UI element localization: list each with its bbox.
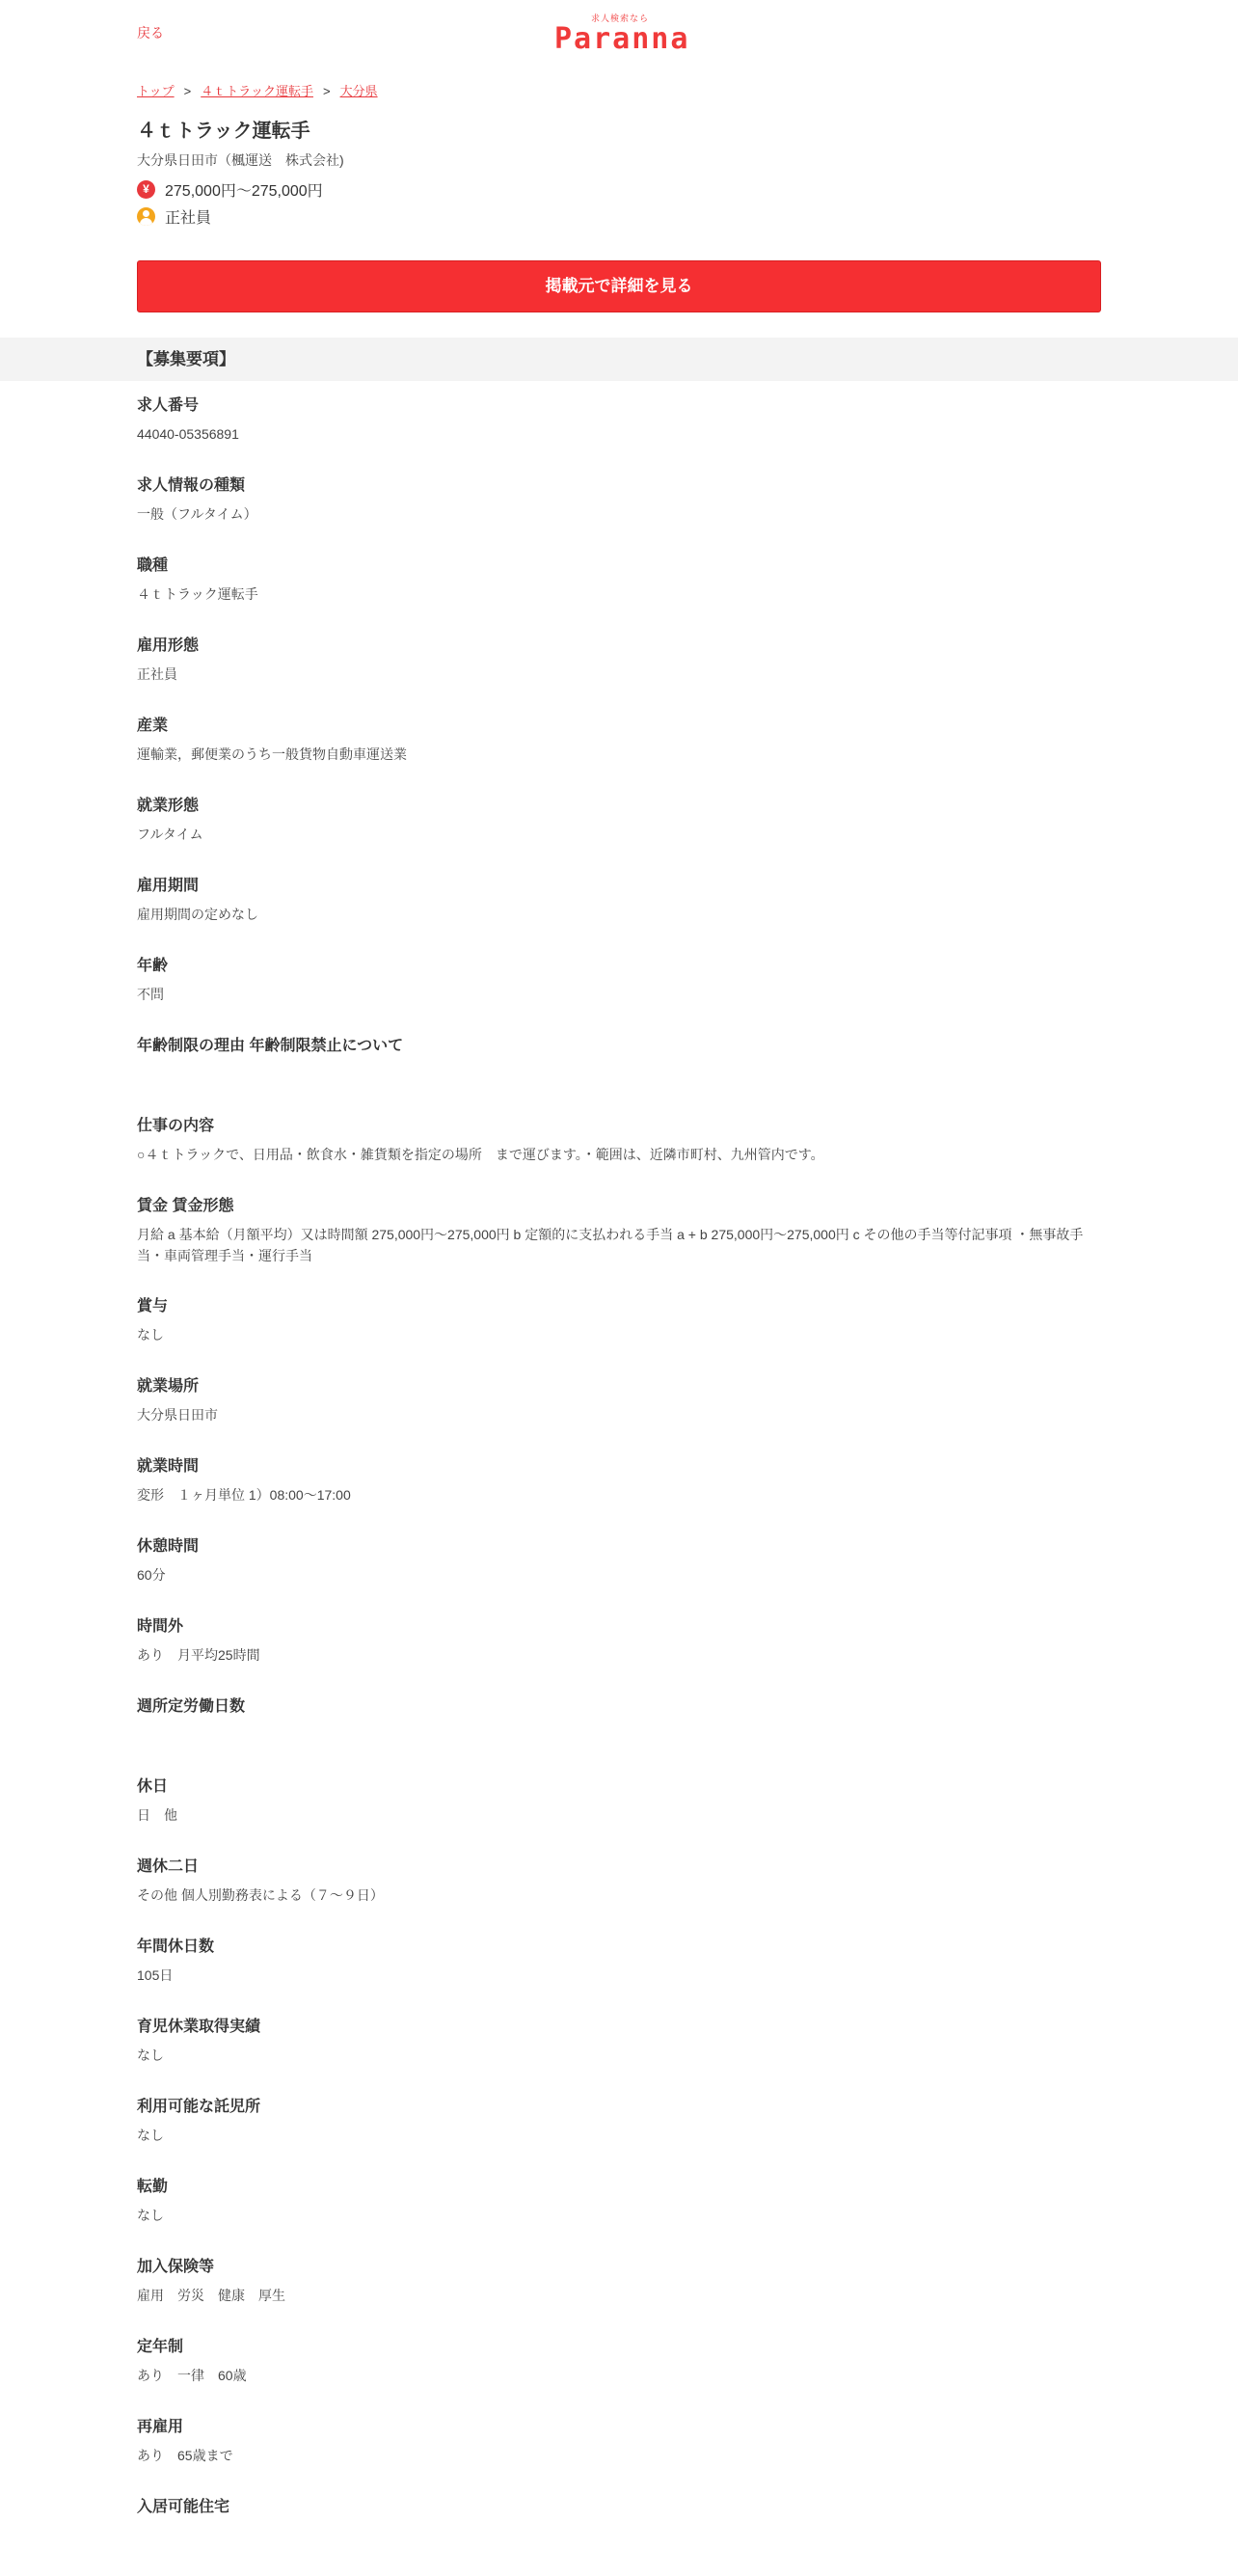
detail-item xyxy=(137,1455,1101,1535)
detail-value: 60分 xyxy=(137,1567,166,1583)
breadcrumb-prefecture[interactable]: 大分県 xyxy=(339,84,378,98)
detail-value: あり 月平均25時間 xyxy=(137,1647,260,1663)
detail-value: ○４ｔトラックで、日用品・飲食水・雑貨類を指定の場所 まで運びます。・範囲は、近隣市町村、九州管内です。 xyxy=(137,1147,824,1162)
detail-value: フルタイム xyxy=(137,827,203,842)
person-icon xyxy=(137,207,155,226)
detail-label: 雇用期間 xyxy=(137,878,200,894)
detail-value: 105日 xyxy=(137,1967,174,1983)
view-details-button[interactable]: 掲載元で詳細を見る xyxy=(137,260,1101,312)
detail-label: 職種 xyxy=(137,557,169,574)
salary-row xyxy=(137,179,1101,199)
detail-item xyxy=(137,1035,1101,1115)
detail-label: 再雇用 xyxy=(137,2419,184,2435)
breadcrumb-separator: > xyxy=(322,84,331,98)
detail-item xyxy=(137,475,1101,555)
page-container xyxy=(137,0,1101,312)
detail-label: 雇用形態 xyxy=(137,637,200,654)
paranna-logo[interactable] xyxy=(554,14,690,56)
detail-value: その他 個人別勤務表による（７～９日） xyxy=(137,1887,384,1903)
detail-item xyxy=(137,1375,1101,1455)
detail-label: 利用可能な託児所 xyxy=(137,2099,261,2115)
detail-value: なし xyxy=(137,2047,164,2063)
detail-label: 休憩時間 xyxy=(137,1538,200,1555)
detail-item xyxy=(137,394,1101,475)
detail-value: 日 他 xyxy=(137,1807,177,1823)
detail-value: 44040-05356891 xyxy=(137,426,239,442)
detail-label: 年齢制限の理由 年齢制限禁止について xyxy=(137,1038,404,1054)
detail-label: 転勤 xyxy=(137,2179,169,2195)
detail-item xyxy=(137,795,1101,875)
detail-item xyxy=(137,1535,1101,1615)
detail-item xyxy=(137,1695,1101,1776)
detail-item xyxy=(137,1776,1101,1856)
detail-label: 賃金 賃金形態 xyxy=(137,1198,234,1214)
section-title: 【募集要項】 xyxy=(137,350,235,368)
detail-value: あり 一律 60歳 xyxy=(137,2368,247,2383)
detail-item xyxy=(137,2096,1101,2176)
logo-tagline: 求人検索なら xyxy=(590,14,649,23)
detail-value: ４ｔトラック運転手 xyxy=(137,586,258,602)
detail-label: 定年制 xyxy=(137,2339,184,2355)
detail-label: 年間休日数 xyxy=(137,1939,215,1955)
detail-item xyxy=(137,1936,1101,2016)
detail-value xyxy=(137,1064,1101,1085)
detail-item xyxy=(137,1195,1101,1295)
detail-label: 求人情報の種類 xyxy=(137,477,246,494)
detail-value: 雇用期間の定めなし xyxy=(137,907,258,922)
detail-label: 賞与 xyxy=(137,1298,169,1315)
breadcrumb xyxy=(137,81,1101,102)
detail-value: なし xyxy=(137,2128,164,2143)
company-location: 大分県日田市（楓運送 株式会社) xyxy=(137,152,344,168)
detail-value: 運輸業，郵便業のうち一般貨物自動車運送業 xyxy=(137,746,407,762)
detail-value: あり 65歳まで xyxy=(137,2448,233,2463)
salary-range: 275,000円～275,000円 xyxy=(165,182,323,200)
header xyxy=(137,0,1101,68)
detail-item xyxy=(137,875,1101,955)
detail-value: なし xyxy=(137,2208,164,2223)
detail-label: 仕事の内容 xyxy=(137,1118,215,1134)
detail-value: なし xyxy=(137,1327,164,1342)
detail-item xyxy=(137,635,1101,715)
detail-value: 月給 a 基本給（月額平均）又は時間額 275,000円～275,000円 b 定額的に支払われる手当 a + b 275,000円～275,000円 c その他の手当等付記事項 ・無事故手当・車両管理手当・運行手当 xyxy=(137,1227,1084,1263)
detail-item xyxy=(137,555,1101,635)
detail-value: 雇用 労災 健康 厚生 xyxy=(137,2288,285,2303)
breadcrumb-separator: > xyxy=(183,84,192,98)
detail-label: 時間外 xyxy=(137,1618,184,1635)
detail-label: 週所定労働日数 xyxy=(137,1698,246,1715)
detail-label: 産業 xyxy=(137,718,169,734)
detail-item xyxy=(137,1856,1101,1936)
job-title: ４ｔトラック運転手 xyxy=(137,121,310,142)
yen-icon: ¥ xyxy=(137,180,155,199)
detail-label: 年齢 xyxy=(137,958,169,974)
detail-value: 不問 xyxy=(137,987,164,1002)
detail-label: 就業場所 xyxy=(137,1378,200,1395)
detail-label: 就業形態 xyxy=(137,798,200,814)
detail-value: 変形 １ヶ月単位 1）08:00～17:00 xyxy=(137,1487,351,1503)
detail-label: 就業時間 xyxy=(137,1458,200,1475)
detail-label: 育児休業取得実績 xyxy=(137,2019,261,2035)
detail-item xyxy=(137,2496,1101,2576)
detail-label: 休日 xyxy=(137,1778,169,1795)
detail-label: 週休二日 xyxy=(137,1858,200,1875)
detail-item xyxy=(137,2176,1101,2256)
breadcrumb-top[interactable]: トップ xyxy=(137,84,175,98)
detail-item xyxy=(137,2336,1101,2416)
employment-row xyxy=(137,206,1101,226)
logo-wordmark: Paranna xyxy=(554,22,690,56)
employment-type: 正社員 xyxy=(165,209,212,227)
detail-item xyxy=(137,955,1101,1035)
job-details-list xyxy=(137,394,1101,2576)
detail-value xyxy=(137,2525,1101,2546)
detail-value: 大分県日田市 xyxy=(137,1407,218,1423)
detail-label: 入居可能住宅 xyxy=(137,2499,230,2515)
detail-item xyxy=(137,2256,1101,2336)
back-link[interactable]: 戻る xyxy=(137,25,164,41)
detail-item xyxy=(137,1615,1101,1695)
detail-value: 正社員 xyxy=(137,666,177,682)
detail-value xyxy=(137,1724,1101,1746)
detail-item xyxy=(137,2016,1101,2096)
detail-label: 加入保険等 xyxy=(137,2259,215,2275)
detail-item xyxy=(137,1295,1101,1375)
detail-value: 一般（フルタイム） xyxy=(137,506,257,522)
breadcrumb-job-category[interactable]: ４ｔトラック運転手 xyxy=(201,84,313,98)
detail-item xyxy=(137,715,1101,795)
detail-label: 求人番号 xyxy=(137,397,200,414)
detail-item xyxy=(137,1115,1101,1195)
section-header-bar xyxy=(0,338,1238,381)
detail-item xyxy=(137,2416,1101,2496)
